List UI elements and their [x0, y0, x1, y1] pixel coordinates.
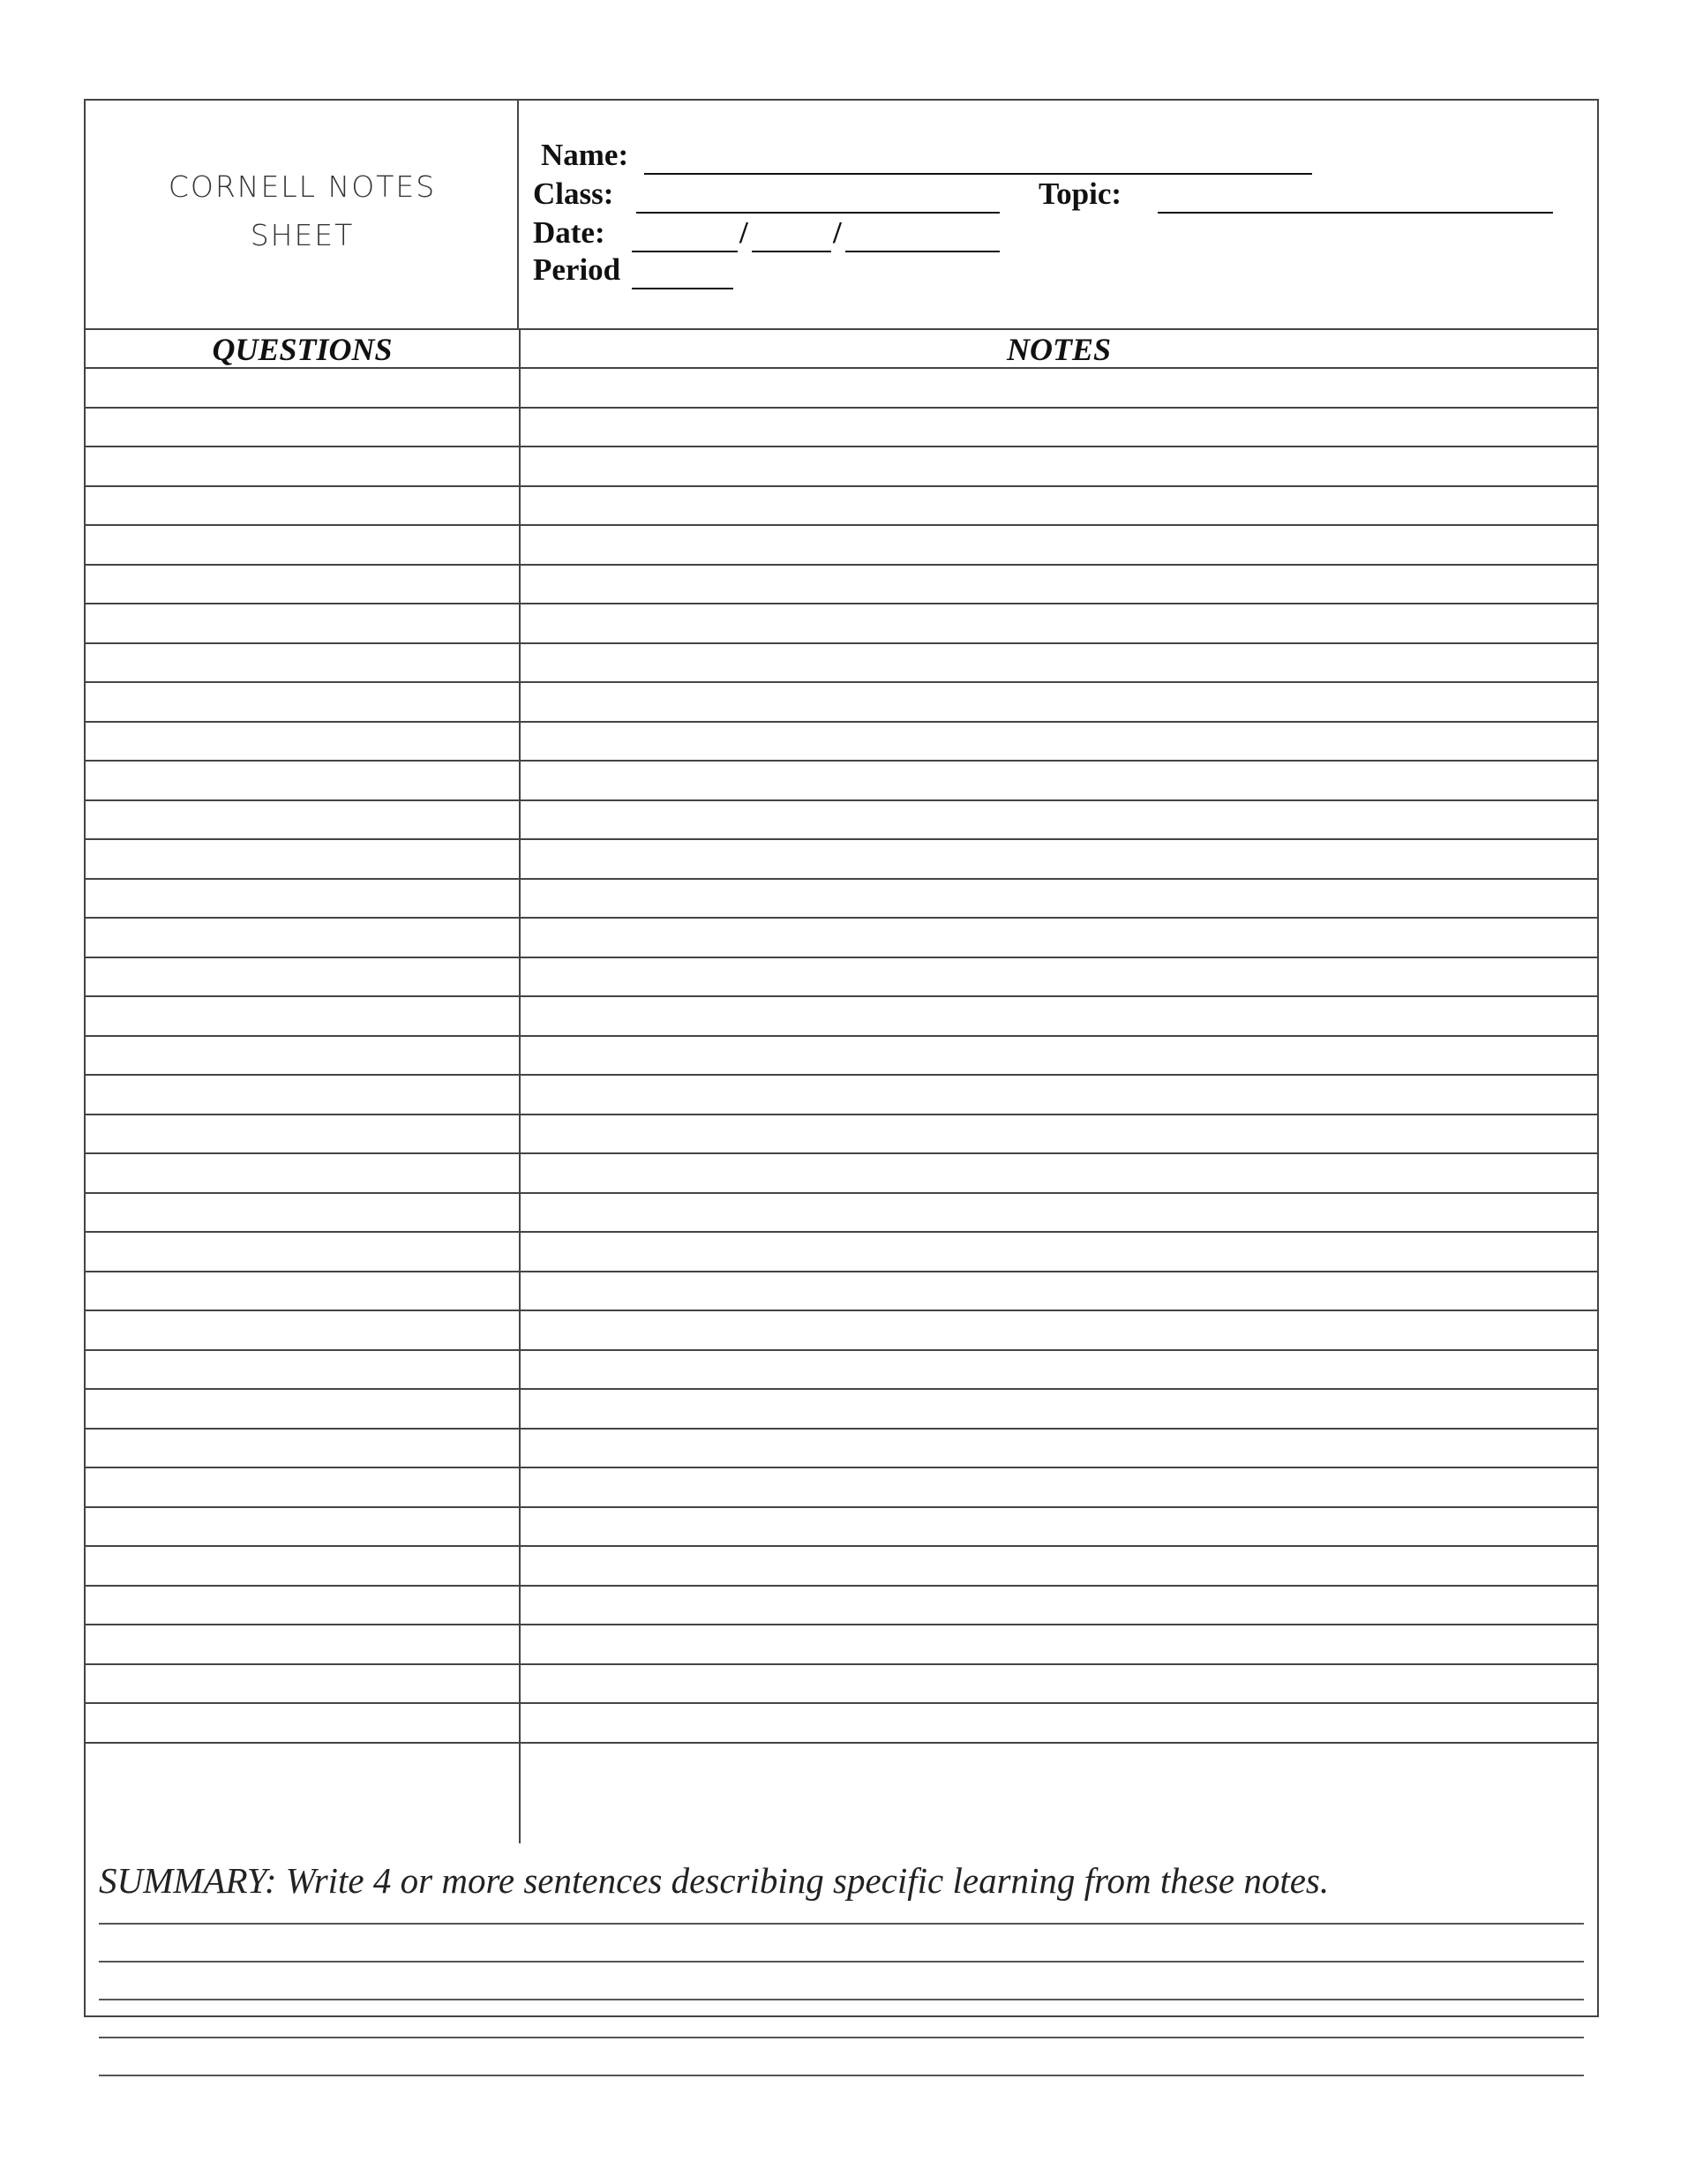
- note-row-line[interactable]: [86, 446, 1597, 447]
- sheet-title-line-2: SHEET: [250, 218, 355, 252]
- note-row-line[interactable]: [86, 1035, 1597, 1037]
- notes-column-header: NOTES: [1006, 332, 1112, 367]
- name-label: Name:: [541, 138, 629, 172]
- summary-label: SUMMARY: Write 4 or more sentences describing specific learning from these notes.: [99, 1860, 1330, 1901]
- date-year-field[interactable]: [845, 251, 1000, 252]
- note-row-line[interactable]: [86, 957, 1597, 958]
- date-separator-2: /: [833, 215, 842, 250]
- summary-writing-line[interactable]: [99, 2037, 1584, 2038]
- name-field[interactable]: [644, 173, 1312, 175]
- note-row-line[interactable]: [86, 799, 1597, 801]
- summary-writing-line[interactable]: [99, 1999, 1584, 2000]
- note-row-line[interactable]: [86, 1152, 1597, 1154]
- note-row-line[interactable]: [86, 524, 1597, 526]
- note-row-line[interactable]: [86, 681, 1597, 683]
- topic-label: Topic:: [1039, 176, 1122, 211]
- period-field[interactable]: [632, 288, 733, 289]
- note-row-line[interactable]: [86, 1271, 1597, 1272]
- note-row-line[interactable]: [86, 878, 1597, 880]
- class-field[interactable]: [636, 212, 1000, 214]
- summary-writing-line[interactable]: [99, 1923, 1584, 1925]
- sheet-title-line-1: CORNELL NOTES: [168, 169, 437, 204]
- note-row-line[interactable]: [86, 642, 1597, 644]
- note-row-line[interactable]: [86, 1231, 1597, 1233]
- summary-writing-line[interactable]: [99, 1961, 1584, 1963]
- sheet-title: [86, 162, 519, 259]
- date-separator-1: /: [739, 215, 748, 250]
- summary-writing-line[interactable]: [99, 2075, 1584, 2076]
- note-row-line[interactable]: [86, 603, 1597, 604]
- note-row-line[interactable]: [86, 1114, 1597, 1115]
- note-row-line[interactable]: [86, 1663, 1597, 1665]
- questions-column-header: QUESTIONS: [212, 332, 393, 367]
- note-row-line[interactable]: [86, 1074, 1597, 1076]
- note-row-line[interactable]: [86, 995, 1597, 997]
- class-label: Class:: [533, 176, 614, 211]
- note-row-line[interactable]: [86, 1349, 1597, 1351]
- date-month-field[interactable]: [632, 251, 738, 252]
- sheet-title-box: [86, 101, 519, 328]
- period-label: Period: [533, 252, 621, 287]
- note-row-line[interactable]: [86, 760, 1597, 762]
- note-row-line[interactable]: [86, 1467, 1597, 1468]
- date-day-field[interactable]: [752, 251, 831, 252]
- note-row-line[interactable]: [86, 1192, 1597, 1194]
- student-info-box: [519, 101, 1597, 328]
- note-row-line[interactable]: [86, 564, 1597, 566]
- note-row-line[interactable]: [86, 1310, 1597, 1311]
- note-row-line[interactable]: [86, 917, 1597, 919]
- note-row-line[interactable]: [86, 1545, 1597, 1547]
- header-divider: [86, 328, 1597, 330]
- note-row-line[interactable]: [86, 1702, 1597, 1704]
- note-row-line[interactable]: [86, 407, 1597, 409]
- note-row-line[interactable]: [86, 721, 1597, 723]
- note-row-line[interactable]: [86, 1585, 1597, 1587]
- note-row-line[interactable]: [86, 1506, 1597, 1508]
- note-row-line[interactable]: [86, 367, 1597, 369]
- cornell-notes-sheet: [84, 99, 1599, 2017]
- column-divider: [519, 328, 521, 1843]
- topic-field[interactable]: [1158, 212, 1553, 214]
- note-row-line[interactable]: [86, 1624, 1597, 1625]
- note-row-line[interactable]: [86, 838, 1597, 840]
- summary-divider: [86, 1742, 1597, 1744]
- note-row-line[interactable]: [86, 485, 1597, 487]
- note-row-line[interactable]: [86, 1388, 1597, 1390]
- date-label: Date:: [533, 215, 605, 250]
- note-row-line[interactable]: [86, 1428, 1597, 1430]
